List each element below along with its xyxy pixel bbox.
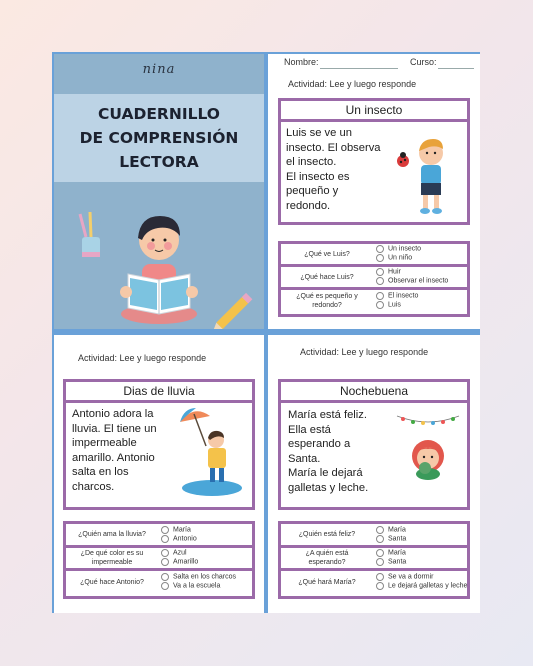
- radio-button[interactable]: [376, 277, 384, 285]
- radio-button[interactable]: [161, 526, 169, 534]
- radio-button[interactable]: [161, 535, 169, 543]
- answer-option[interactable]: Un insecto: [376, 245, 421, 253]
- radio-button[interactable]: [376, 301, 384, 309]
- brand-logo: nina: [142, 62, 176, 77]
- story-title: Dias de lluvia: [66, 382, 252, 403]
- radio-button[interactable]: [376, 254, 384, 262]
- boy-with-umbrella-illustration: [176, 404, 248, 500]
- questions-box: [63, 521, 255, 599]
- activity-label: Actividad: Lee y luego responde: [300, 347, 429, 357]
- question-row: [66, 524, 252, 548]
- story-card: [63, 379, 255, 510]
- radio-button[interactable]: [161, 558, 169, 566]
- radio-button[interactable]: [376, 526, 384, 534]
- reading-boy-illustration: [54, 182, 264, 329]
- girl-with-cookie-illustration: [393, 406, 463, 496]
- course-line: [438, 68, 474, 69]
- radio-button[interactable]: [376, 535, 384, 543]
- ladybug-icon: [397, 152, 409, 167]
- string-lights-icon: [397, 416, 459, 425]
- question-row: [66, 571, 252, 593]
- worksheet-un-insecto: [268, 54, 480, 329]
- name-label: Nombre:: [284, 57, 319, 67]
- radio-button[interactable]: [376, 558, 384, 566]
- activity-label: Actividad: Lee y luego responde: [288, 79, 417, 89]
- course-label: Curso:: [410, 57, 437, 67]
- answer-option[interactable]: Santa: [376, 535, 406, 543]
- answer-option[interactable]: Se va a dormir: [376, 573, 434, 581]
- activity-label: Actividad: Lee y luego responde: [78, 353, 207, 363]
- umbrella-icon: [180, 408, 210, 446]
- question-text: ¿Qué ve Luis?: [304, 250, 350, 258]
- answer-option[interactable]: Amarillo: [161, 558, 198, 566]
- answer-option[interactable]: Le dejará galletas y leche: [376, 582, 467, 590]
- cover-page: [54, 54, 264, 329]
- radio-button[interactable]: [161, 549, 169, 557]
- name-line: [320, 68, 398, 69]
- answer-option[interactable]: Santa: [376, 558, 406, 566]
- boy-with-ladybug-illustration: [393, 127, 463, 217]
- answer-option[interactable]: Salta en los charcos: [161, 573, 236, 581]
- radio-button[interactable]: [376, 268, 384, 276]
- question-row: [281, 548, 467, 571]
- answer-option[interactable]: María: [376, 549, 406, 557]
- answer-option[interactable]: Antonio: [161, 535, 197, 543]
- questions-box: [278, 241, 470, 317]
- question-row: [281, 290, 467, 311]
- boy-figure: [120, 216, 198, 324]
- cover-header: [54, 54, 264, 94]
- radio-button[interactable]: [376, 245, 384, 253]
- answer-option[interactable]: El insecto: [376, 292, 418, 300]
- radio-button[interactable]: [376, 582, 384, 590]
- cover-title: CUADERNILLO DE COMPRENSIÓN LECTORA: [79, 105, 239, 171]
- answer-option[interactable]: Luis: [376, 301, 401, 309]
- answer-option[interactable]: Va a la escuela: [161, 582, 220, 590]
- question-text: ¿Qué es pequeño y redondo?: [296, 292, 358, 309]
- story-text: María está feliz. Ella está esperando a Santa. María le dejará galletas y leche.: [288, 409, 369, 494]
- question-text: ¿Quién está feliz?: [298, 531, 356, 538]
- radio-button[interactable]: [376, 549, 384, 557]
- radio-button[interactable]: [161, 582, 169, 590]
- question-row: [281, 244, 467, 267]
- radio-button[interactable]: [161, 573, 169, 581]
- question-text: ¿De qué color es su impermeable: [80, 550, 144, 566]
- story-card: [278, 379, 470, 510]
- question-row: [281, 524, 467, 548]
- story-title: Un insecto: [281, 101, 467, 122]
- question-row: [281, 267, 467, 290]
- answer-option[interactable]: Observar el insecto: [376, 277, 448, 285]
- answer-option[interactable]: Un niño: [376, 254, 412, 262]
- question-text: ¿Qué hace Antonio?: [80, 578, 144, 586]
- question-text: ¿Quién ama la lluvia?: [78, 531, 146, 538]
- cover-title-band: [54, 94, 264, 182]
- story-title: Nochebuena: [281, 382, 467, 403]
- story-text: Antonio adora la lluvia. El tiene un impermeable amarillo. Antonio salta en los charcos.: [72, 408, 157, 493]
- question-text: ¿Qué hará María?: [298, 578, 356, 586]
- story-text: Luis se ve un insecto. El observa el insecto. El insecto es pequeño y redondo.: [286, 127, 381, 212]
- answer-option[interactable]: María: [161, 526, 191, 534]
- story-card: [278, 98, 470, 225]
- question-text: ¿Qué hace Luis?: [300, 273, 354, 281]
- question-text: ¿A quién está esperando?: [305, 550, 349, 566]
- answer-option[interactable]: Huir: [376, 268, 401, 276]
- worksheet-dias-de-lluvia: [54, 335, 264, 613]
- answer-option[interactable]: María: [376, 526, 406, 534]
- radio-button[interactable]: [376, 292, 384, 300]
- question-row: [66, 548, 252, 571]
- worksheet-nochebuena: [268, 335, 480, 613]
- question-row: [281, 571, 467, 593]
- pencil-icon: [209, 293, 252, 329]
- radio-button[interactable]: [376, 573, 384, 581]
- questions-box: [278, 521, 470, 599]
- pencil-cup-icon: [80, 212, 100, 257]
- answer-option[interactable]: Azul: [161, 549, 187, 557]
